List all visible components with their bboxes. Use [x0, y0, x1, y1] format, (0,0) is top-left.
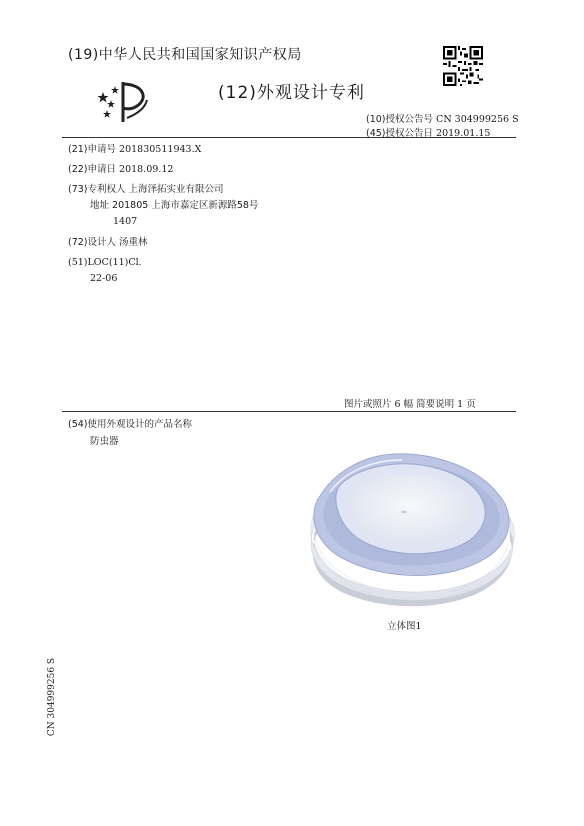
pub-number-label: (10)授权公告号 — [366, 114, 434, 125]
patentee-value: 上海泽拓实业有限公司 — [128, 184, 224, 195]
address-label: 地址 — [90, 200, 110, 211]
pub-number-row — [366, 111, 519, 125]
designer — [68, 236, 148, 249]
pub-number-value: CN 304999256 S — [436, 114, 519, 125]
product-photo — [298, 432, 516, 612]
figure-caption: 立体图1 — [387, 621, 422, 632]
application-number — [68, 143, 201, 156]
app-date-label: (22)申请日 — [68, 164, 117, 175]
designer-label: (72)设计人 — [68, 237, 117, 248]
qr-code-icon — [443, 46, 483, 86]
address — [90, 199, 258, 212]
pub-date-value: 2019.01.15 — [436, 128, 491, 139]
address-value: 201805 上海市嘉定区新源路58号 — [112, 200, 259, 211]
loc-class-label: (51)LOC(11)Cl. — [68, 257, 142, 268]
app-date-value: 2018.09.12 — [119, 164, 174, 175]
application-date — [68, 163, 173, 176]
office-name: (19)中华人民共和国国家知识产权局 — [68, 47, 302, 63]
app-no-label: (21)申请号 — [68, 144, 117, 155]
figures-summary: 图片或照片 6 幅 简要说明 1 页 — [344, 399, 476, 410]
loc-class-value: 22-06 — [90, 273, 118, 284]
document-type: (12)外观设计专利 — [218, 83, 365, 103]
patentee-label: (73)专利权人 — [68, 184, 126, 195]
patentee — [68, 183, 224, 196]
side-patent-number: CN 304999256 S — [47, 657, 57, 737]
patent-office-logo-icon — [97, 78, 153, 124]
designer-value: 汤重林 — [119, 237, 148, 248]
app-no-value: 201830511943.X — [119, 144, 202, 155]
summary-rule — [62, 411, 516, 412]
product-name: 防虫器 — [90, 436, 119, 447]
address-continued: 1407 — [113, 216, 138, 227]
header-rule — [62, 137, 516, 138]
pub-date-label: (45)授权公告日 — [366, 128, 434, 139]
product-name-label: (54)使用外观设计的产品名称 — [68, 419, 193, 430]
